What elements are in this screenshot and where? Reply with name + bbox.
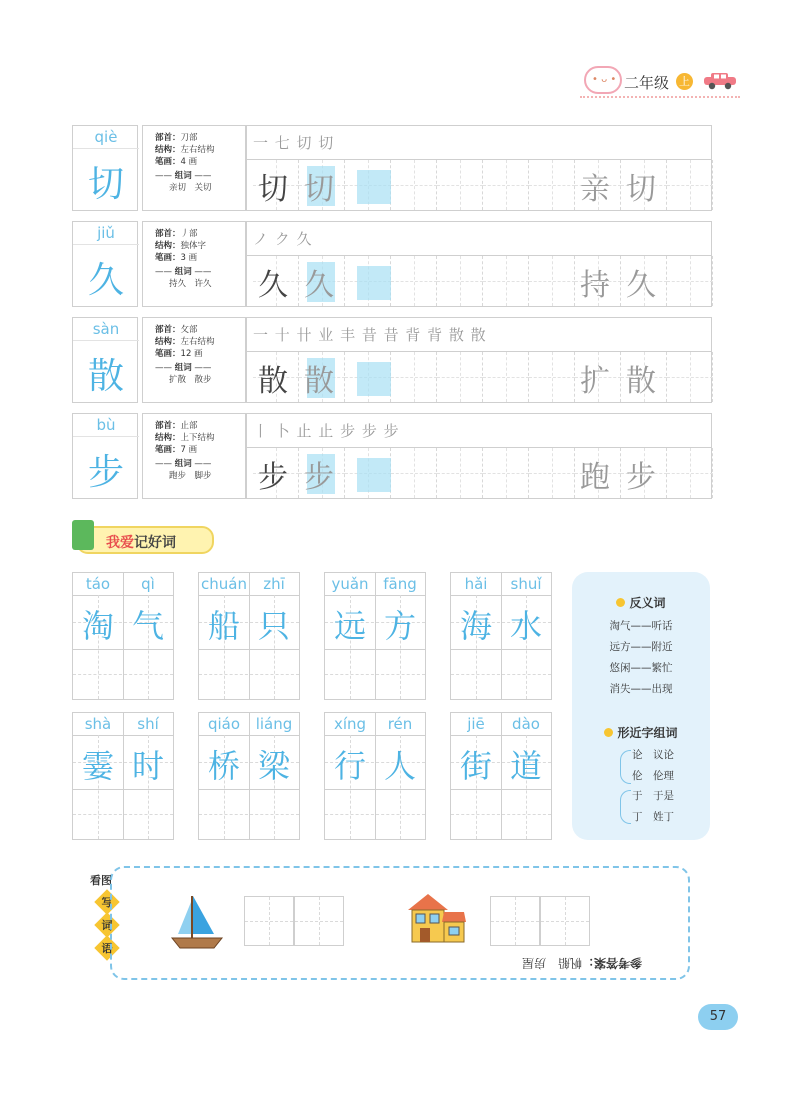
context-trace-character: 久 [626, 268, 656, 303]
word-box [324, 572, 426, 700]
word-pinyin: xíng [333, 715, 367, 733]
answer-write-cell[interactable] [490, 896, 540, 946]
word-character: 街 [459, 747, 492, 785]
pinyin: sàn [92, 320, 120, 338]
word-pinyin: liáng [255, 715, 293, 733]
similar-chars-title: 形近字组词 [572, 724, 710, 741]
similar-item: 论 议论 [632, 749, 674, 761]
zuci-label: 组词 [174, 363, 192, 373]
stroke-order: ノ ク 久 [253, 230, 313, 248]
word-character: 霎 [81, 747, 114, 785]
practice-area [246, 413, 712, 499]
structure: 上下结构 [180, 433, 215, 443]
book-icon [72, 520, 94, 550]
word-character: 只 [257, 607, 290, 645]
character-box [72, 413, 138, 499]
model-character: 散 [258, 364, 288, 399]
context-character: 持 [580, 268, 610, 303]
word-character: 人 [383, 747, 416, 785]
model-character: 切 [258, 172, 288, 207]
trace-highlight [357, 362, 391, 396]
practice-cell[interactable] [529, 352, 575, 402]
answer-write-cell[interactable] [244, 896, 294, 946]
structure: 独体字 [180, 241, 207, 251]
stroke-order: 一 十 卄 业 丰 昔 昔 背 背 散 散 [253, 326, 487, 344]
structure: 左右结构 [180, 145, 215, 155]
stroke-order: 丨 卜 止 止 步 步 步 [253, 422, 400, 440]
stroke-order: 一 七 切 切 [253, 134, 335, 152]
model-character: 步 [258, 460, 288, 495]
word-character: 海 [459, 607, 492, 645]
antonym-item: 淘气——听话 [609, 620, 673, 632]
word-box [72, 572, 174, 700]
word-character: 方 [383, 607, 416, 645]
character-info: 部首：攵部 结构：左右结构 笔画：12 画 —— 组词 —— 扩散 散步 [142, 317, 246, 403]
pinyin: jiǔ [97, 224, 115, 242]
zuci-label: 组词 [174, 459, 192, 469]
character-row [72, 221, 712, 307]
word-pinyin: dào [512, 715, 540, 733]
zuci-label: 组词 [174, 267, 192, 277]
antonym-item: 消失——出现 [609, 683, 673, 695]
word-box [198, 712, 300, 840]
word-pinyin: qiáo [207, 715, 241, 733]
antonym-item: 远方——附近 [609, 641, 673, 653]
answer-write-cell[interactable] [294, 896, 344, 946]
practice-cell[interactable] [483, 160, 529, 210]
context-trace-character: 切 [626, 172, 656, 207]
trace-highlight [357, 458, 391, 492]
character-box [72, 317, 138, 403]
word-pinyin: shuǐ [510, 575, 542, 593]
example-words: 持久 许久 [169, 279, 212, 289]
stroke-count: 12 画 [180, 349, 203, 359]
practice-cell[interactable] [391, 256, 437, 306]
practice-cell[interactable] [483, 448, 529, 498]
model-character: 久 [258, 268, 288, 303]
diamond-label: 语 [101, 942, 113, 955]
character-row [72, 125, 712, 211]
character-box [72, 125, 138, 211]
example-words: 亲切 关切 [169, 183, 212, 193]
word-character: 时 [131, 747, 164, 785]
practice-cell[interactable] [529, 256, 575, 306]
stroke-count: 3 画 [180, 253, 198, 263]
word-character: 行 [333, 747, 366, 785]
word-character: 梁 [257, 747, 290, 785]
trace-highlight [357, 266, 391, 300]
semester-badge: 上 [676, 73, 693, 90]
page-number: 57 [709, 1009, 727, 1024]
practice-cell[interactable] [667, 256, 713, 306]
bracket [620, 750, 631, 784]
word-character: 道 [509, 747, 542, 785]
context-trace-character: 散 [626, 364, 656, 399]
word-pinyin: jiē [467, 715, 485, 733]
grade-label: 二年级 [624, 74, 670, 92]
similar-item: 于 于是 [632, 790, 674, 802]
practice-cell[interactable] [483, 256, 529, 306]
answer-key: 参考答案：帆船 房屋 [522, 956, 643, 970]
word-character: 桥 [207, 747, 240, 785]
word-pinyin: fāng [383, 575, 417, 593]
context-character: 跑 [580, 460, 610, 495]
word-box [450, 572, 552, 700]
header-divider [580, 96, 740, 98]
page-number-cloud [698, 1004, 738, 1030]
similar-item: 伦 伦理 [632, 770, 674, 782]
character-info: 部首：丿部 结构：独体字 笔画：3 画 —— 组词 —— 持久 许久 [142, 221, 246, 307]
section-header [76, 526, 214, 554]
word-pinyin: yuǎn [331, 575, 369, 593]
practice-cell[interactable] [391, 352, 437, 402]
word-pinyin: hǎi [464, 575, 488, 593]
character-info: 部首：止部 结构：上下结构 笔画：7 画 —— 组词 —— 跑步 脚步 [142, 413, 246, 499]
word-box [198, 572, 300, 700]
pinyin: bù [96, 416, 116, 434]
radical: 攵部 [180, 325, 198, 335]
word-pinyin: shí [137, 715, 159, 733]
example-words: 扩散 散步 [169, 375, 212, 385]
character-box [72, 221, 138, 307]
sun-icon [604, 728, 613, 737]
character-row [72, 317, 712, 403]
main-character: 久 [87, 260, 124, 301]
practice-cell[interactable] [667, 448, 713, 498]
practice-area [246, 317, 712, 403]
character-row [72, 413, 712, 499]
diamond-label: 写 [101, 896, 113, 909]
structure: 左右结构 [180, 337, 215, 347]
practice-cell[interactable] [437, 256, 483, 306]
antonym-item: 悠闲——繁忙 [609, 662, 673, 674]
look-picture-label: 看图 [90, 874, 112, 887]
bracket [620, 790, 631, 824]
radical: 止部 [180, 421, 198, 431]
practice-cell[interactable] [437, 352, 483, 402]
word-pinyin: zhī [263, 575, 285, 593]
word-character: 水 [509, 607, 542, 645]
word-character: 气 [131, 607, 164, 645]
word-character: 远 [333, 607, 366, 645]
practice-area [246, 221, 712, 307]
cloud-face-icon: • ᴗ • [584, 66, 622, 94]
word-box [72, 712, 174, 840]
practice-cell[interactable] [529, 160, 575, 210]
practice-cell[interactable] [391, 160, 437, 210]
word-pinyin: chuán [201, 575, 247, 593]
main-character: 散 [87, 356, 124, 397]
practice-cell[interactable] [667, 160, 713, 210]
pinyin: qiè [94, 128, 118, 146]
radical: 刀部 [180, 133, 198, 143]
word-box [324, 712, 426, 840]
practice-cell[interactable] [529, 448, 575, 498]
main-character: 切 [87, 164, 124, 205]
vocab-sidebar [572, 572, 710, 840]
practice-area [246, 125, 712, 211]
zuci-label: 组词 [174, 171, 192, 181]
word-pinyin: rén [387, 715, 413, 733]
context-character: 亲 [580, 172, 610, 207]
word-pinyin: shà [84, 715, 112, 733]
antonyms-title: 反义词 [572, 594, 710, 611]
diamond-label: 词 [101, 919, 113, 932]
trace-character: 散 [304, 364, 334, 399]
radical: 丿部 [180, 229, 198, 239]
practice-cell[interactable] [667, 352, 713, 402]
character-info: 部首：刀部 结构：左右结构 笔画：4 画 —— 组词 —— 亲切 关切 [142, 125, 246, 211]
word-character: 船 [207, 607, 240, 645]
trace-character: 久 [304, 268, 334, 303]
house-icon [406, 892, 468, 944]
car-icon [702, 72, 738, 90]
practice-cell[interactable] [391, 448, 437, 498]
context-character: 扩 [580, 364, 610, 399]
main-character: 步 [87, 452, 124, 493]
trace-character: 切 [304, 172, 334, 207]
section-title: 我爱记好词 [106, 535, 176, 551]
word-pinyin: qì [141, 575, 155, 593]
stroke-count: 7 画 [180, 445, 198, 455]
word-box [450, 712, 552, 840]
practice-cell[interactable] [437, 160, 483, 210]
practice-cell[interactable] [437, 448, 483, 498]
answer-write-cell[interactable] [540, 896, 590, 946]
context-trace-character: 步 [626, 460, 656, 495]
practice-cell[interactable] [483, 352, 529, 402]
stroke-count: 4 画 [180, 157, 198, 167]
similar-item: 丁 姓丁 [632, 811, 674, 823]
sailboat-icon [168, 892, 226, 952]
trace-highlight [357, 170, 391, 204]
trace-character: 步 [304, 460, 334, 495]
word-character: 淘 [81, 607, 114, 645]
example-words: 跑步 脚步 [169, 471, 212, 481]
word-pinyin: táo [85, 575, 111, 593]
sun-icon [616, 598, 625, 607]
